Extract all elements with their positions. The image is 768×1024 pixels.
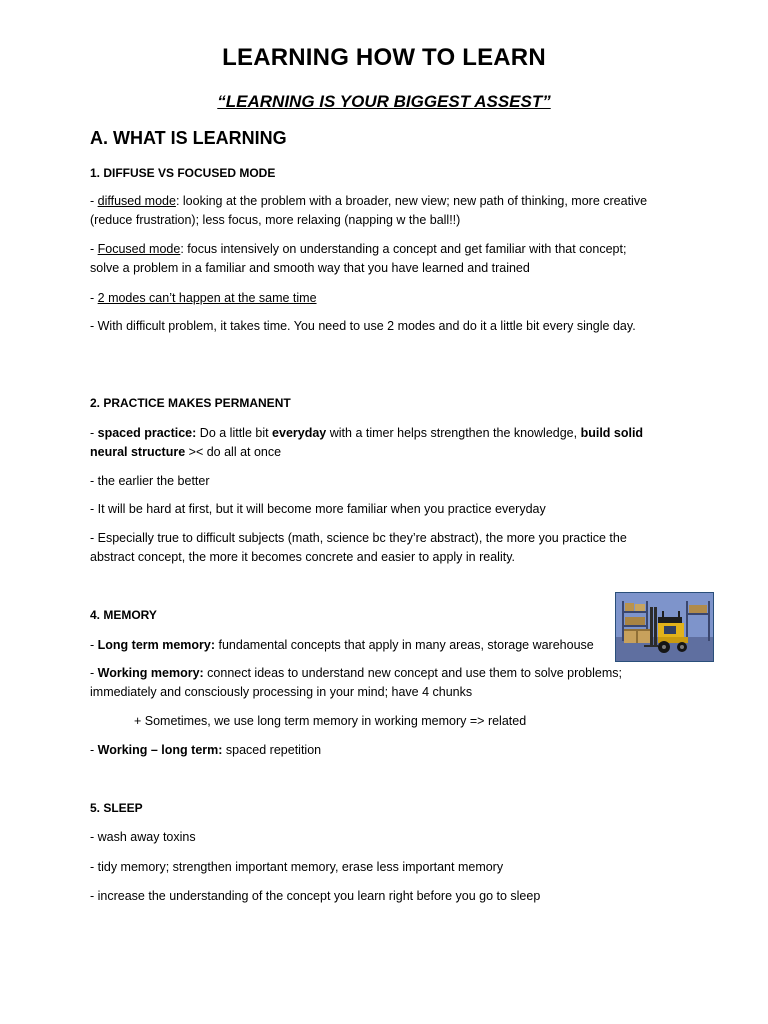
s2-paragraph-2: - the earlier the better	[90, 474, 210, 488]
s5-paragraph-3: - increase the understanding of the concept you learn right before you go to sleep	[90, 889, 541, 903]
s1-paragraph-3: - 2 modes can’t happen at the same time	[90, 291, 317, 305]
warehouse-forklift-image	[615, 592, 714, 662]
s1-term-focused: Focused mode	[97, 242, 181, 256]
s4-paragraph-1: - Long term memory: fundamental concepts that apply in many areas, storage warehouse	[90, 638, 594, 652]
s5-paragraph-1: - wash away toxins	[90, 830, 196, 844]
s5-heading: 5. SLEEP	[90, 801, 143, 815]
s4-paragraph-2: - Working memory: connect ideas to understand new concept and use them to solve problems; immediately and consciously processing in your mind; have 4 chunks	[90, 666, 622, 699]
s2-paragraph-4: - Especially true to difficult subjects (math, science bc they’re abstract), the more you practice the abstract concept, the more it becomes concrete and easier to apply in reality.	[90, 531, 627, 564]
s4-paragraph-4: - Working – long term: spaced repetition	[90, 743, 322, 757]
s4-paragraph-3: + Sometimes, we use long term memory in working memory => related	[134, 714, 527, 728]
s5-paragraph-2: - tidy memory; strengthen important memory, erase less important memory	[90, 860, 504, 874]
s1-term-diffused: diffused mode	[97, 194, 176, 208]
s2-paragraph-3: - It will be hard at first, but it will become more familiar when you practice everyday	[90, 502, 546, 516]
page-subtitle: “LEARNING IS YOUR BIGGEST ASSEST”	[217, 92, 551, 111]
s2-paragraph-1: - spaced practice: Do a little bit everyday with a timer helps strengthen the knowledge, build solid neural structure >< do all at once	[90, 426, 644, 459]
s2-heading: 2. PRACTICE MAKES PERMANENT	[90, 396, 291, 410]
page-title: LEARNING HOW TO LEARN	[222, 44, 546, 71]
s1-heading: 1. DIFFUSE VS FOCUSED MODE	[90, 166, 276, 180]
s1-paragraph-4: - With difficult problem, it takes time. You need to use 2 modes and do it a little bit every single day.	[90, 319, 636, 333]
section-a-heading: A. WHAT IS LEARNING	[90, 128, 287, 148]
s1-paragraph-1: - diffused mode: looking at the problem with a broader, new view; new path of thinking, more creative (reduce frustration); less focus, more relaxing (napping w the ball!!)	[90, 194, 648, 227]
s4-heading: 4. MEMORY	[90, 608, 157, 622]
s1-paragraph-2: - Focused mode: focus intensively on understanding a concept and get familiar with that concept; solve a problem in a familiar and smooth way that you have learned and trained	[90, 242, 627, 275]
